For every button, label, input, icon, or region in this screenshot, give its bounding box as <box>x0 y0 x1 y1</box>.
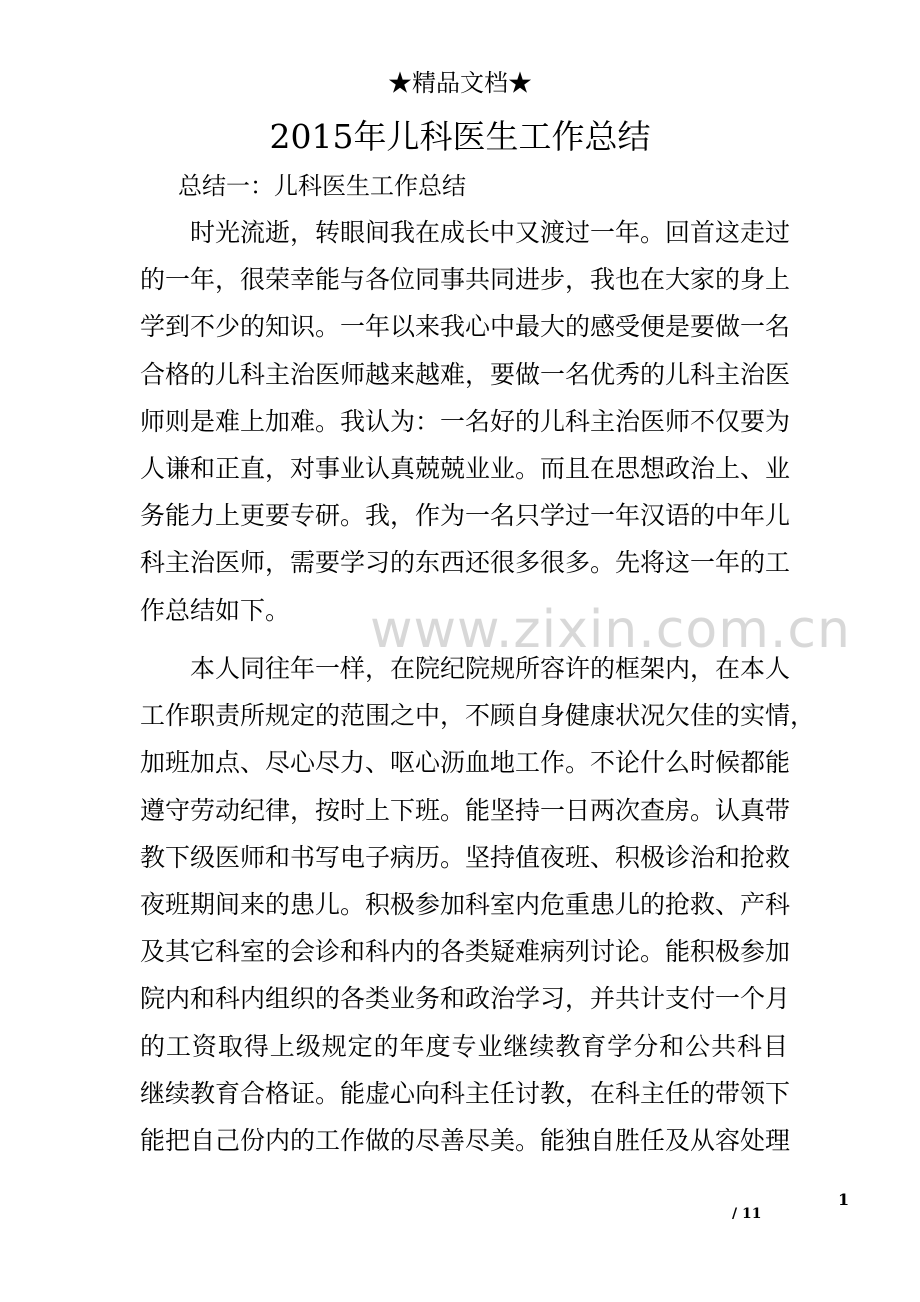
watermark-text: www.zixin.com.cn <box>370 600 851 660</box>
paragraph-line: 夜班期间来的患儿。积极参加科室内危重患儿的抢救、产科 <box>140 889 791 919</box>
page-number: 1 <box>838 1190 850 1209</box>
paragraph-line: 务能力上更要专研。我，作为一名只学过一年汉语的中年儿 <box>140 501 791 531</box>
paragraph-line: 院内和科内组织的各类业务和政治学习，并共计支付一个月 <box>140 984 791 1014</box>
document-title: 2015年儿科医生工作总结 <box>269 117 651 156</box>
paragraph-line: 师则是难上加难。我认为：一名好的儿科主治医师不仅要为 <box>140 406 791 436</box>
paragraph-2 <box>140 645 816 1164</box>
paragraph-line: 的一年，很荣幸能与各位同事共同进步，我也在大家的身上 <box>140 265 791 295</box>
paragraph-line: 人谦和正直，对事业认真兢兢业业。而且在思想政治上、业 <box>140 453 791 483</box>
paragraph-line: 学到不少的知识。一年以来我心中最大的感受便是要做一名 <box>140 312 791 342</box>
paragraph-line: 科主治医师，需要学习的东西还很多很多。先将这一年的工 <box>140 548 791 578</box>
paragraph-line: 教下级医师和书写电子病历。坚持值夜班、积极诊治和抢救 <box>140 842 791 872</box>
paragraph-line: 时光流逝，转眼间我在成长中又渡过一年。回首这走过 <box>190 218 791 247</box>
page-total: / 11 <box>732 1206 762 1222</box>
paragraph-line: 工作职责所规定的范围之中，不顾自身健康状况欠佳的实情， <box>140 701 816 731</box>
document-subtitle: 总结一：儿科医生工作总结 <box>178 172 466 200</box>
paragraph-line: 遵守劳动纪律，按时上下班。能坚持一日两次查房。认真带 <box>140 795 791 825</box>
paragraph-line: 本人同往年一样，在院纪院规所容许的框架内，在本人 <box>190 654 791 683</box>
paragraph-line: 能把自己份内的工作做的尽善尽美。能独自胜任及从容处理 <box>140 1125 791 1155</box>
paragraph-line: 合格的儿科主治医师越来越难，要做一名优秀的儿科主治医 <box>140 359 791 389</box>
paragraph-line: 作总结如下。 <box>140 595 291 625</box>
document-header-label: ★精品文档★ <box>388 69 532 97</box>
paragraph-line: 继续教育合格证。能虚心向科主任讨教，在科主任的带领下 <box>140 1078 791 1108</box>
paragraph-line: 的工资取得上级规定的年度专业继续教育学分和公共科目 <box>140 1031 788 1061</box>
paragraph-1 <box>140 209 791 634</box>
paragraph-line: 及其它科室的会诊和科内的各类疑难病列讨论。能积极参加 <box>140 937 791 967</box>
paragraph-line: 加班加点、尽心尽力、呕心沥血地工作。不论什么时候都能 <box>140 748 791 778</box>
